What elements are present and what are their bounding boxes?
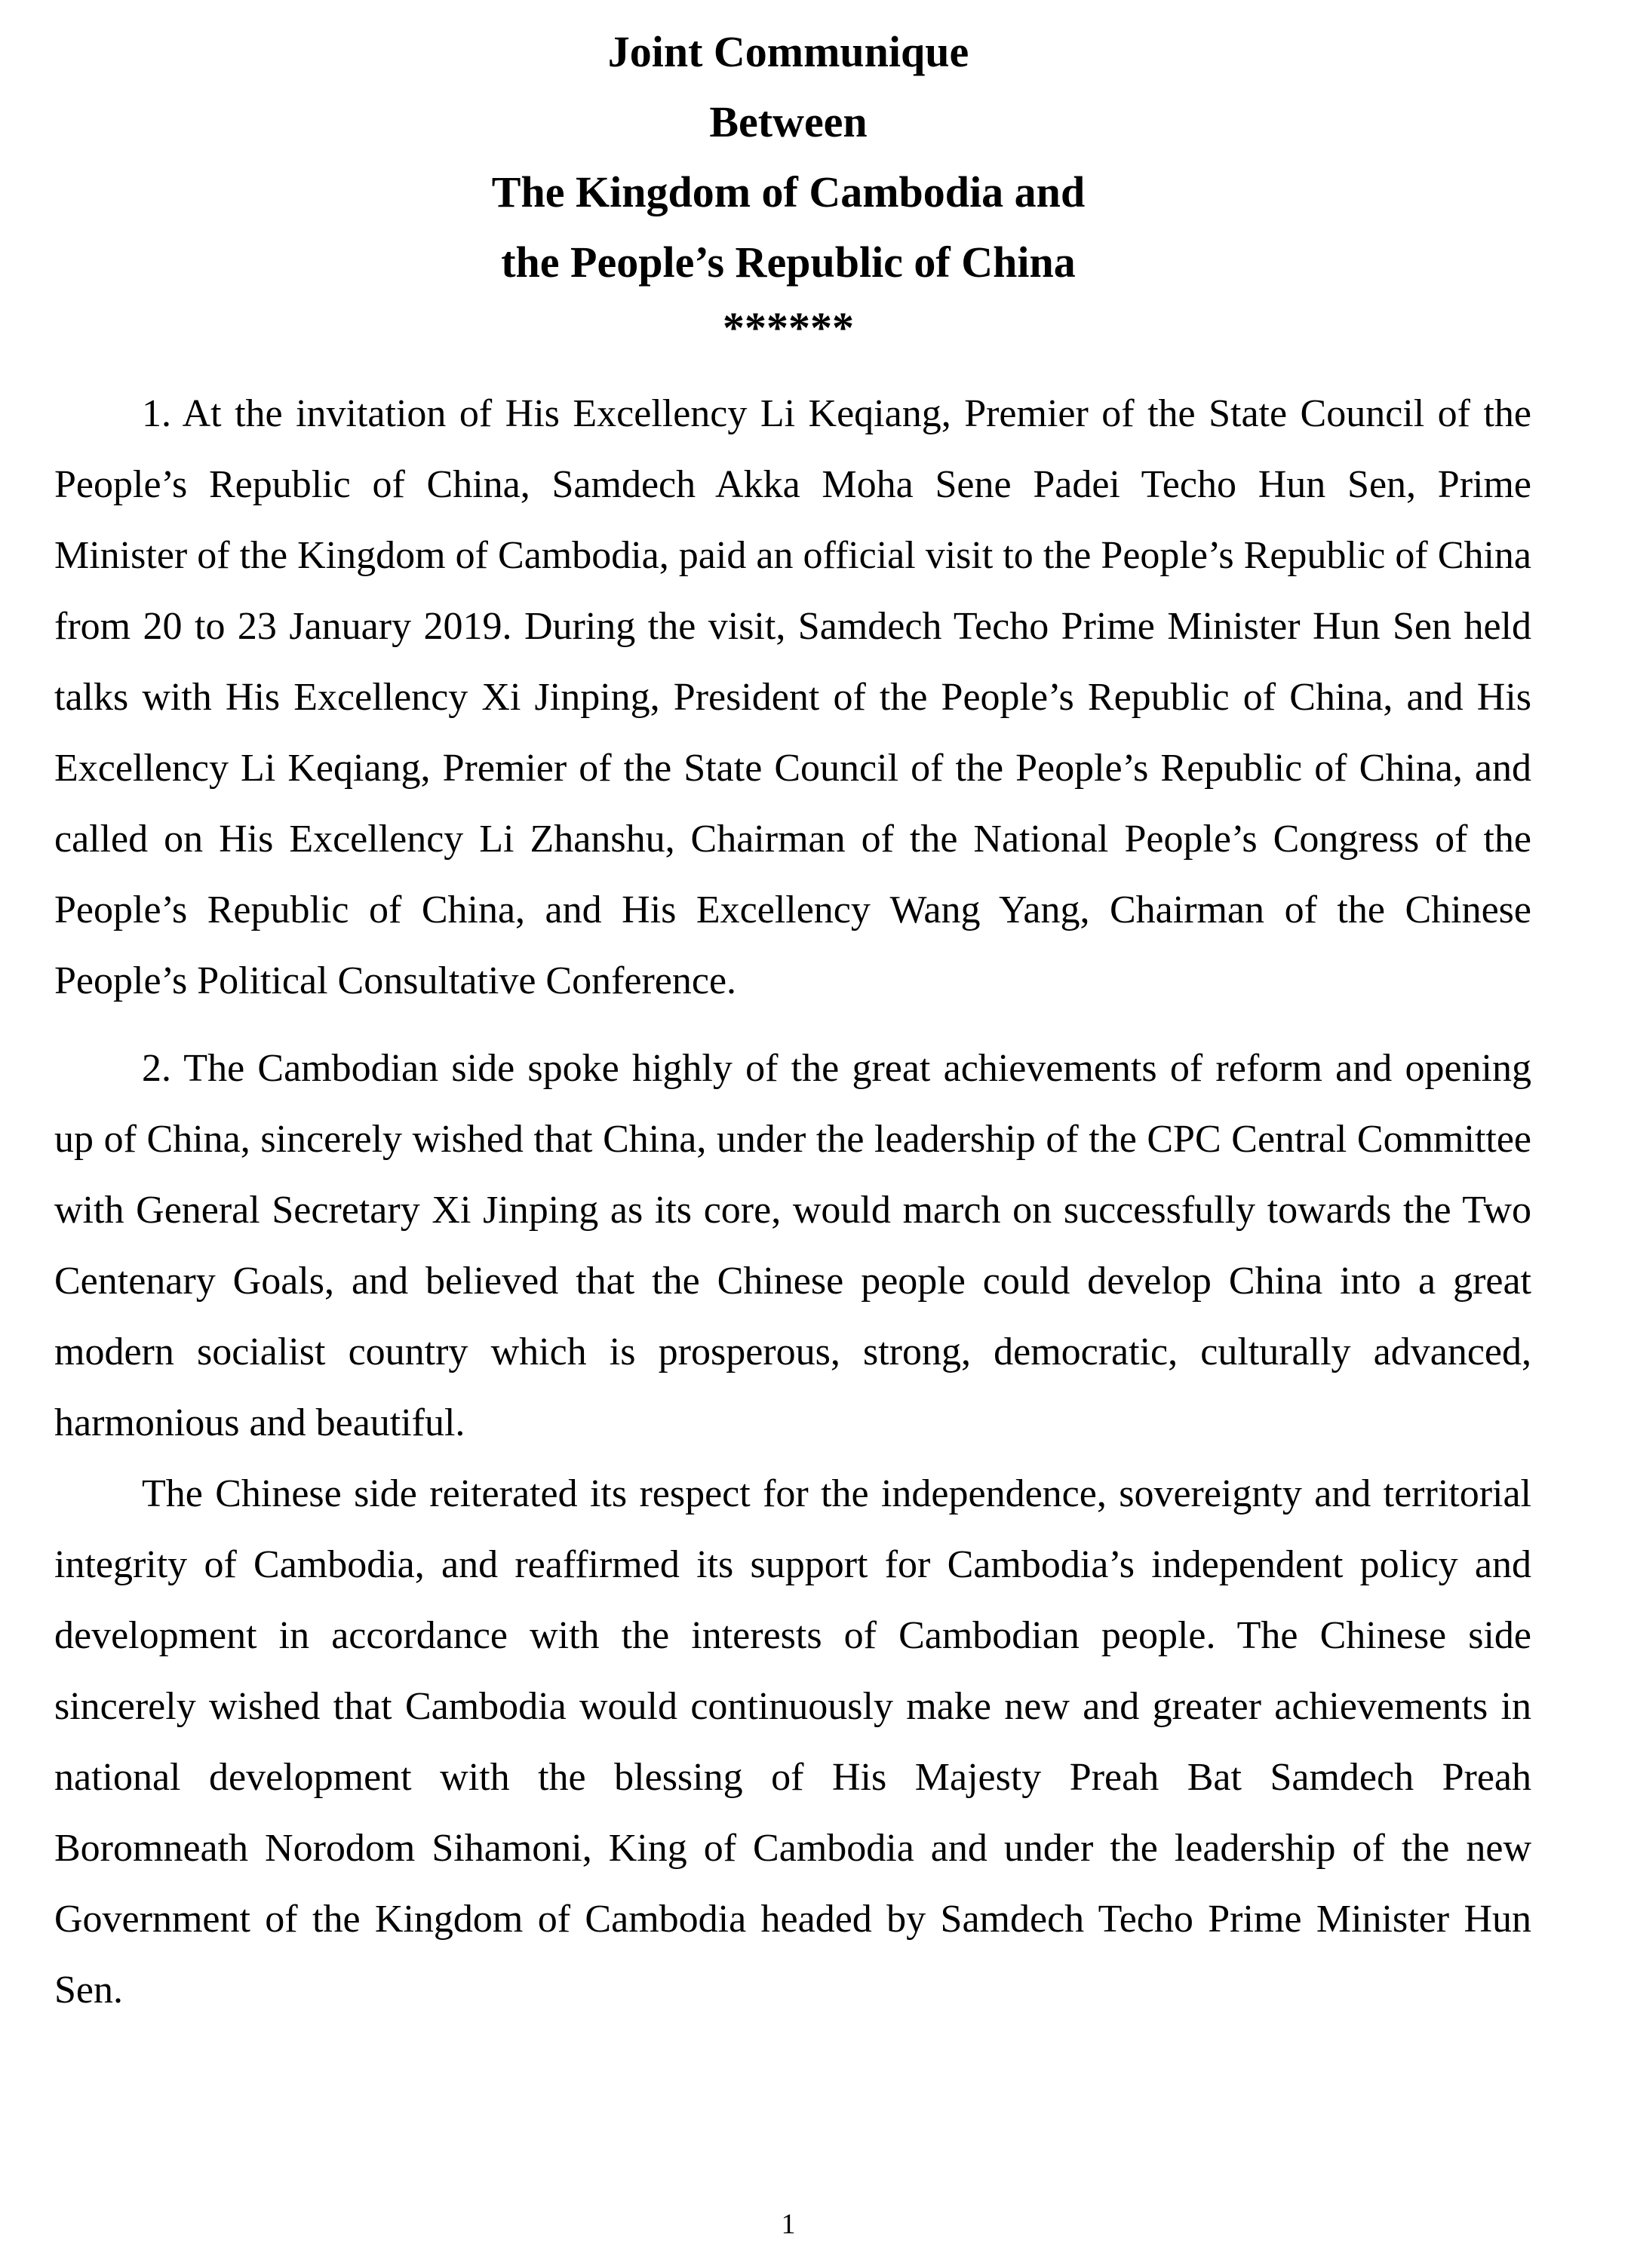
title-line-1: Joint Communique <box>607 27 969 76</box>
document-title <box>0 17 1577 363</box>
document-body <box>54 379 1531 2026</box>
paragraph-3: The Chinese side reiterated its respect for the independence, sovereignty and territorial integrity of Cambodia, and reaffirmed its support for Cambodia’s independent policy and development in accordance with the interests of Cambodian people. The Chinese side sincerely wished that Cambodia would continuously make new and greater achievements in national development with the blessing of His Majesty Preah Bat Samdech Preah Boromneath Norodom Sihamoni, King of Cambodia and under the leadership of the new Government of the Kingdom of Cambodia headed by Samdech Techo Prime Minister Hun Sen. <box>54 1472 1531 2012</box>
paragraph-2: 2. The Cambodian side spoke highly of the great achievements of reform and opening up of China, sincerely wished that China, under the leadership of the CPC Central Committee with General Secretary Xi Jinping as its core, would march on successfully towards the Two Centenary Goals, and believed that the Chinese people could develop China into a great modern socialist country which is prosperous, strong, democratic, culturally advanced, harmonious and beautiful. <box>54 1047 1531 1444</box>
title-separator: ****** <box>723 303 854 352</box>
title-line-4: the People’s Republic of China <box>501 238 1076 287</box>
title-line-3: The Kingdom of Cambodia and <box>491 167 1086 216</box>
page-number: 1 <box>781 2208 796 2240</box>
title-line-2: Between <box>709 97 868 146</box>
paragraph-1: 1. At the invitation of His Excellency Li Keqiang, Premier of the State Council of the People’s Republic of China, Samdech Akka Moha Sene Padei Techo Hun Sen, Prime Minister of the Kingdom of Cambodia, paid an official visit to the People’s Republic of China from 20 to 23 January 2019. During the visit, Samdech Techo Prime Minister Hun Sen held talks with His Excellency Xi Jinping, President of the People’s Republic of China, and His Excellency Li Keqiang, Premier of the State Council of the People’s Republic of China, and called on His Excellency Li Zhanshu, Chairman of the National People’s Congress of the People’s Republic of China, and His Excellency Wang Yang, Chairman of the Chinese People’s Political Consultative Conference. <box>54 392 1531 1002</box>
